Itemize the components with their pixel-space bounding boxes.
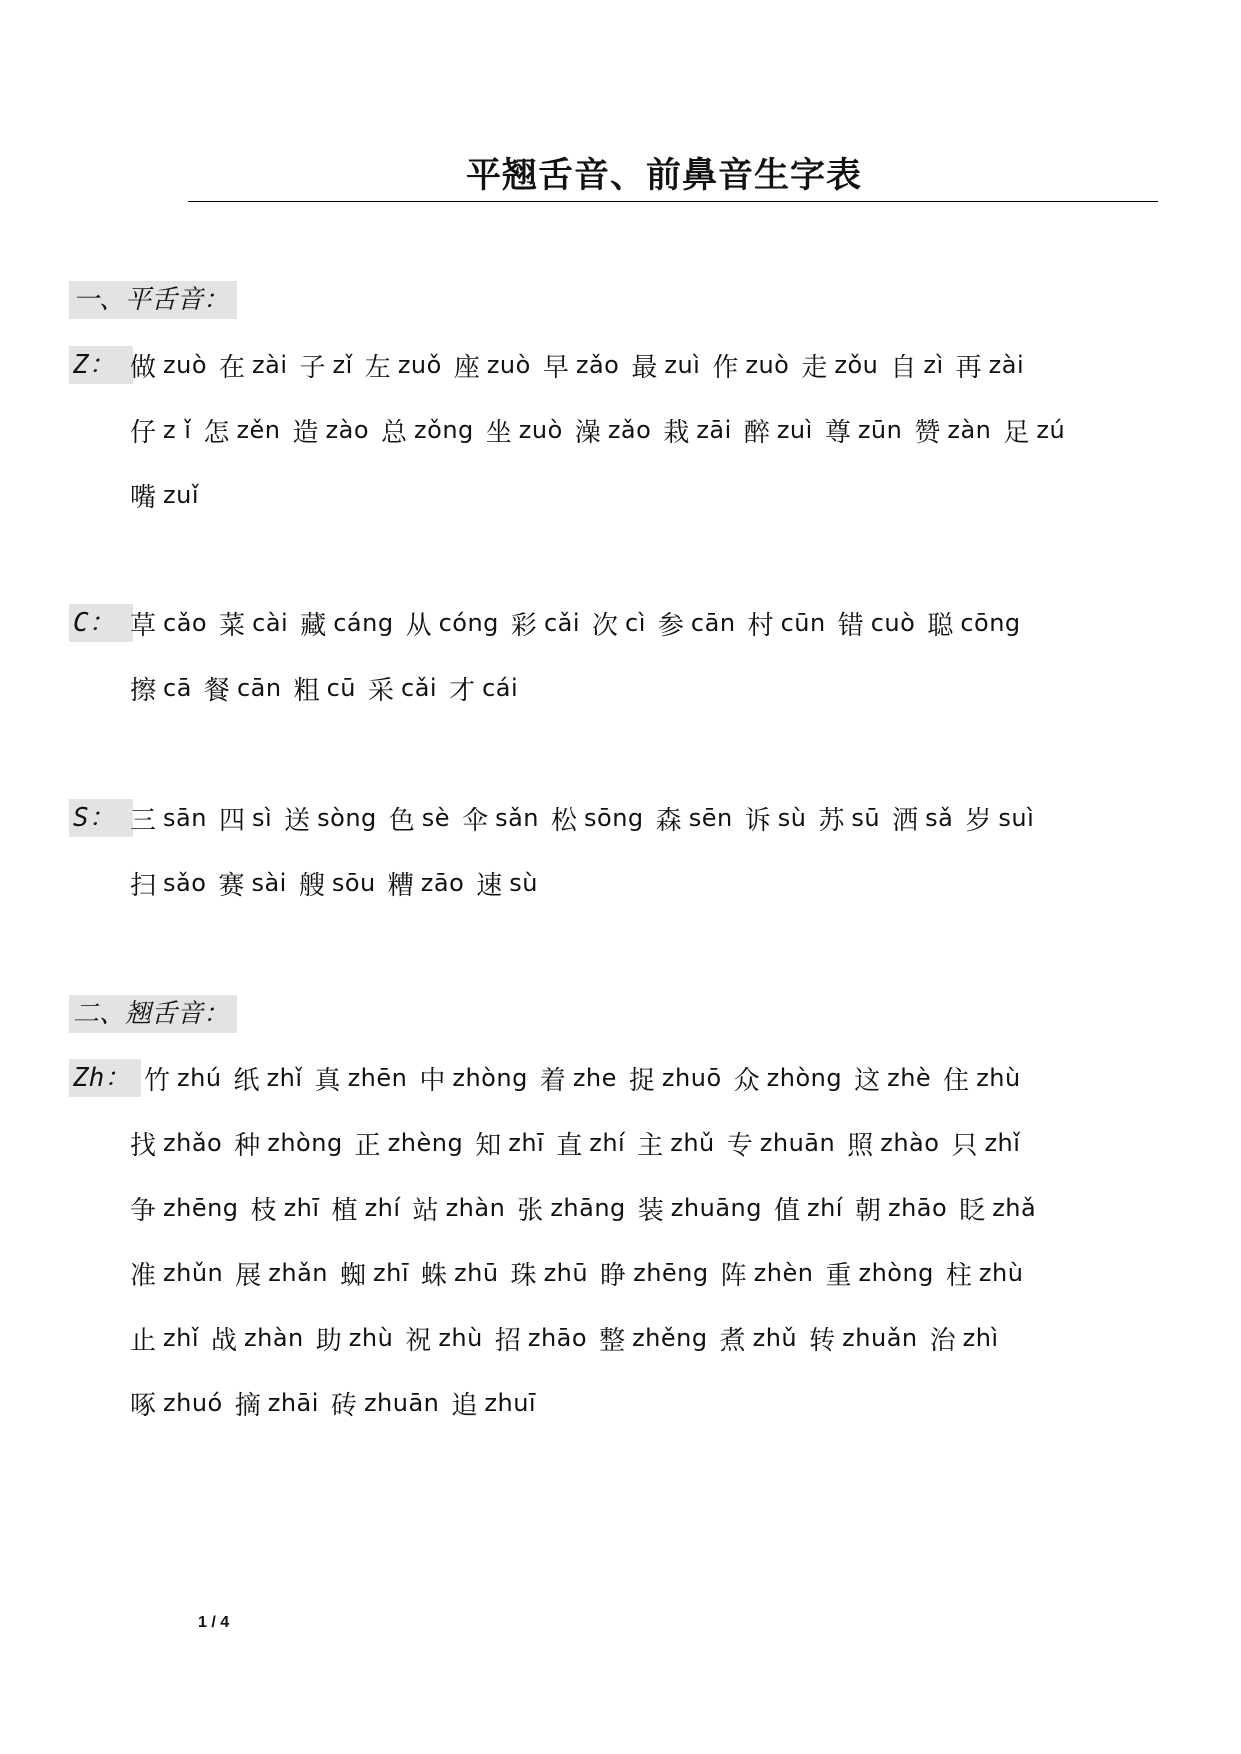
hanzi-char: 聪 xyxy=(927,610,954,641)
pinyin: zhí xyxy=(364,1194,401,1222)
pinyin: zhuī xyxy=(484,1389,537,1417)
hanzi-char: 森 xyxy=(655,805,682,836)
section-heading-retroflex: 二、翘舌音： xyxy=(69,995,237,1033)
pinyin: zhǎ xyxy=(992,1194,1037,1222)
pinyin: zhǔ xyxy=(752,1324,798,1352)
group-label-z: Z： xyxy=(69,346,133,384)
hanzi-char: 艘 xyxy=(298,870,325,901)
hanzi-char: 照 xyxy=(847,1130,874,1161)
pinyin: sì xyxy=(251,804,273,832)
char-line xyxy=(130,1123,1032,1163)
hanzi-char: 专 xyxy=(726,1130,753,1161)
char-line xyxy=(130,345,1036,385)
pinyin: zhǐ xyxy=(163,1324,199,1352)
pinyin: sōu xyxy=(331,869,376,897)
pinyin: zhù xyxy=(978,1259,1024,1287)
char-line xyxy=(144,1058,1033,1098)
hanzi-char: 草 xyxy=(130,610,157,641)
pinyin: sè xyxy=(421,804,451,832)
pinyin: cǎo xyxy=(163,609,208,637)
hanzi-char: 竹 xyxy=(144,1065,171,1096)
pinyin: cān xyxy=(690,609,736,637)
pinyin: sū xyxy=(851,804,881,832)
pinyin: cōng xyxy=(960,609,1021,637)
hanzi-char: 嘴 xyxy=(130,482,157,513)
pinyin: zǒng xyxy=(414,416,474,444)
hanzi-char: 从 xyxy=(405,610,432,641)
hanzi-char: 岁 xyxy=(965,805,992,836)
hanzi-char: 走 xyxy=(801,352,828,383)
hanzi-char: 松 xyxy=(551,805,578,836)
hanzi-char: 造 xyxy=(292,417,319,448)
pinyin: z ǐ xyxy=(163,416,192,444)
pinyin: zuǒ xyxy=(397,351,442,379)
hanzi-char: 赞 xyxy=(914,417,941,448)
hanzi-char: 战 xyxy=(211,1325,238,1356)
hanzi-char: 糟 xyxy=(387,870,414,901)
page-title: 平翘舌音、前鼻音生字表 xyxy=(466,155,863,196)
hanzi-char: 砖 xyxy=(330,1390,357,1421)
hanzi-char: 座 xyxy=(453,352,480,383)
hanzi-char: 摘 xyxy=(234,1390,261,1421)
pinyin: zhēn xyxy=(347,1064,408,1092)
hanzi-char: 村 xyxy=(747,610,774,641)
pinyin: sǎo xyxy=(163,869,207,897)
page-number: 1 / 4 xyxy=(198,1614,230,1631)
hanzi-char: 煮 xyxy=(719,1325,746,1356)
pinyin: zhēng xyxy=(163,1194,239,1222)
pinyin: zhāo xyxy=(887,1194,948,1222)
pinyin: zhī xyxy=(508,1129,545,1157)
pinyin: zhòng xyxy=(267,1129,343,1157)
hanzi-char: 怎 xyxy=(203,417,230,448)
char-line xyxy=(130,668,530,708)
hanzi-char: 足 xyxy=(1003,417,1030,448)
title-underline xyxy=(188,201,1158,202)
pinyin: zǎo xyxy=(575,351,620,379)
pinyin: zhǔ xyxy=(670,1129,715,1157)
pinyin: zhuǎn xyxy=(842,1324,918,1352)
hanzi-char: 再 xyxy=(955,352,982,383)
pinyin: zhǐ xyxy=(984,1129,1021,1157)
pinyin: zhuō xyxy=(661,1064,722,1092)
pinyin: zhè xyxy=(887,1064,932,1092)
hanzi-char: 纸 xyxy=(233,1065,260,1096)
section-heading-flat-tongue: 一、平舌音： xyxy=(69,281,237,319)
hanzi-char: 祝 xyxy=(405,1325,432,1356)
pinyin: zhòng xyxy=(858,1259,934,1287)
pinyin: zhù xyxy=(976,1064,1021,1092)
hanzi-char: 招 xyxy=(494,1325,521,1356)
hanzi-char: 餐 xyxy=(203,675,230,706)
hanzi-char: 送 xyxy=(284,805,311,836)
char-line xyxy=(130,863,550,903)
pinyin: zài xyxy=(988,351,1025,379)
hanzi-char: 参 xyxy=(657,610,684,641)
pinyin: zǐ xyxy=(332,351,353,379)
pinyin: zhàn xyxy=(244,1324,304,1352)
hanzi-char: 张 xyxy=(517,1195,544,1226)
pinyin: sēn xyxy=(688,804,733,832)
hanzi-char: 正 xyxy=(354,1130,381,1161)
hanzi-char: 找 xyxy=(130,1130,157,1161)
hanzi-char: 才 xyxy=(449,675,476,706)
hanzi-char: 栽 xyxy=(663,417,690,448)
pinyin: cā xyxy=(163,674,192,702)
hanzi-char: 做 xyxy=(130,352,157,383)
hanzi-char: 助 xyxy=(315,1325,342,1356)
hanzi-char: 粗 xyxy=(293,675,320,706)
hanzi-char: 作 xyxy=(712,352,739,383)
hanzi-char: 整 xyxy=(599,1325,626,1356)
hanzi-char: 色 xyxy=(388,805,415,836)
pinyin: zhěng xyxy=(632,1324,708,1352)
pinyin: zhī xyxy=(283,1194,320,1222)
hanzi-char: 止 xyxy=(130,1325,157,1356)
pinyin: zuò xyxy=(745,351,790,379)
hanzi-char: 植 xyxy=(331,1195,358,1226)
pinyin: zūn xyxy=(857,416,903,444)
pinyin: zuǐ xyxy=(163,481,199,509)
hanzi-char: 站 xyxy=(412,1195,439,1226)
hanzi-char: 柱 xyxy=(945,1260,972,1291)
pinyin: zhù xyxy=(438,1324,483,1352)
char-line xyxy=(130,1383,548,1423)
pinyin: sǎ xyxy=(925,804,954,832)
hanzi-char: 阵 xyxy=(720,1260,747,1291)
pinyin: zhǎo xyxy=(163,1129,223,1157)
hanzi-char: 真 xyxy=(314,1065,341,1096)
pinyin: zì xyxy=(923,351,944,379)
pinyin: zhì xyxy=(962,1324,999,1352)
hanzi-char: 速 xyxy=(476,870,503,901)
hanzi-char: 仔 xyxy=(130,417,157,448)
hanzi-char: 知 xyxy=(475,1130,502,1161)
pinyin: zhū xyxy=(543,1259,589,1287)
hanzi-char: 三 xyxy=(130,805,157,836)
hanzi-char: 重 xyxy=(825,1260,852,1291)
hanzi-char: 治 xyxy=(929,1325,956,1356)
pinyin: zěn xyxy=(236,416,281,444)
pinyin: cǎi xyxy=(401,674,438,702)
hanzi-char: 诉 xyxy=(744,805,771,836)
pinyin: zhàn xyxy=(445,1194,506,1222)
hanzi-char: 朝 xyxy=(854,1195,881,1226)
pinyin: zhào xyxy=(880,1129,940,1157)
hanzi-char: 值 xyxy=(773,1195,800,1226)
pinyin: cān xyxy=(236,674,282,702)
pinyin: cài xyxy=(252,609,289,637)
hanzi-char: 中 xyxy=(419,1065,446,1096)
pinyin: zuò xyxy=(518,416,563,444)
pinyin: zuì xyxy=(664,351,701,379)
pinyin: cǎi xyxy=(543,609,581,637)
hanzi-char: 着 xyxy=(539,1065,566,1096)
hanzi-char: 尊 xyxy=(824,417,851,448)
pinyin: zǎo xyxy=(607,416,652,444)
pinyin: zhuó xyxy=(163,1389,223,1417)
pinyin: sǎn xyxy=(495,804,540,832)
hanzi-char: 这 xyxy=(854,1065,881,1096)
pinyin: zhuān xyxy=(759,1129,836,1157)
hanzi-char: 眨 xyxy=(959,1195,986,1226)
pinyin: zhuāng xyxy=(670,1194,762,1222)
hanzi-char: 捉 xyxy=(628,1065,655,1096)
pinyin: zāi xyxy=(696,416,732,444)
pinyin: zhǐ xyxy=(266,1064,303,1092)
hanzi-char: 总 xyxy=(381,417,408,448)
pinyin: zāo xyxy=(420,869,465,897)
group-label-zh: Zh： xyxy=(69,1059,141,1097)
hanzi-char: 坐 xyxy=(485,417,512,448)
pinyin: sù xyxy=(777,804,807,832)
hanzi-char: 珠 xyxy=(510,1260,537,1291)
pinyin: cūn xyxy=(780,609,826,637)
char-line xyxy=(130,1253,1035,1293)
hanzi-char: 洒 xyxy=(892,805,919,836)
pinyin: cì xyxy=(625,609,646,637)
hanzi-char: 藏 xyxy=(300,610,327,641)
pinyin: zhāng xyxy=(550,1194,626,1222)
hanzi-char: 自 xyxy=(890,352,917,383)
hanzi-char: 早 xyxy=(542,352,569,383)
pinyin: zhuān xyxy=(363,1389,440,1417)
hanzi-char: 扫 xyxy=(130,870,157,901)
pinyin: zhù xyxy=(348,1324,394,1352)
group-label-s: S： xyxy=(69,799,133,837)
hanzi-char: 苏 xyxy=(818,805,845,836)
char-line xyxy=(130,1318,1011,1358)
pinyin: zú xyxy=(1036,416,1066,444)
pinyin: zǒu xyxy=(834,351,879,379)
char-line xyxy=(130,410,1077,450)
char-line xyxy=(130,603,1033,643)
hanzi-char: 子 xyxy=(299,352,326,383)
hanzi-char: 最 xyxy=(631,352,658,383)
pinyin: zhǎn xyxy=(268,1259,328,1287)
hanzi-char: 众 xyxy=(733,1065,760,1096)
hanzi-char: 蜘 xyxy=(340,1260,367,1291)
pinyin: zhū xyxy=(454,1259,499,1287)
hanzi-char: 住 xyxy=(943,1065,970,1096)
pinyin: sòng xyxy=(317,804,377,832)
hanzi-char: 准 xyxy=(130,1260,157,1291)
hanzi-char: 睁 xyxy=(600,1260,627,1291)
hanzi-char: 赛 xyxy=(218,870,245,901)
hanzi-char: 争 xyxy=(130,1195,157,1226)
pinyin: zhāi xyxy=(267,1389,319,1417)
hanzi-char: 展 xyxy=(235,1260,262,1291)
hanzi-char: 四 xyxy=(218,805,245,836)
pinyin: zhú xyxy=(177,1064,222,1092)
hanzi-char: 主 xyxy=(637,1130,664,1161)
pinyin: sài xyxy=(251,869,287,897)
char-line xyxy=(130,798,1046,838)
pinyin: zuò xyxy=(486,351,531,379)
pinyin: sān xyxy=(163,804,207,832)
pinyin: zhòng xyxy=(452,1064,528,1092)
hanzi-char: 左 xyxy=(364,352,391,383)
pinyin: zhí xyxy=(806,1194,843,1222)
hanzi-char: 枝 xyxy=(250,1195,277,1226)
hanzi-char: 伞 xyxy=(462,805,489,836)
hanzi-char: 澡 xyxy=(574,417,601,448)
pinyin: zuì xyxy=(776,416,813,444)
char-line xyxy=(130,1188,1048,1228)
hanzi-char: 追 xyxy=(451,1390,478,1421)
pinyin: cuò xyxy=(870,609,916,637)
pinyin: zhe xyxy=(572,1064,617,1092)
char-line xyxy=(130,475,211,515)
pinyin: zhèn xyxy=(753,1259,814,1287)
pinyin: suì xyxy=(998,804,1035,832)
pinyin: zhī xyxy=(373,1259,409,1287)
pinyin: zhǔn xyxy=(163,1259,224,1287)
hanzi-char: 擦 xyxy=(130,675,157,706)
pinyin: cáng xyxy=(333,609,394,637)
group-label-c: C： xyxy=(69,604,133,642)
pinyin: cū xyxy=(326,674,356,702)
hanzi-char: 采 xyxy=(367,675,394,706)
hanzi-char: 次 xyxy=(592,610,619,641)
pinyin: zhèng xyxy=(387,1129,464,1157)
pinyin: zhāo xyxy=(527,1324,588,1352)
hanzi-char: 在 xyxy=(219,352,246,383)
pinyin: zhí xyxy=(589,1129,626,1157)
hanzi-char: 醉 xyxy=(743,417,770,448)
hanzi-char: 种 xyxy=(234,1130,261,1161)
pinyin: zàn xyxy=(947,416,992,444)
hanzi-char: 彩 xyxy=(510,610,537,641)
pinyin: sōng xyxy=(584,804,644,832)
hanzi-char: 装 xyxy=(637,1195,664,1226)
pinyin: zhēng xyxy=(633,1259,709,1287)
pinyin: zào xyxy=(325,416,370,444)
hanzi-char: 只 xyxy=(951,1130,978,1161)
pinyin: cóng xyxy=(438,609,499,637)
hanzi-char: 直 xyxy=(556,1130,583,1161)
hanzi-char: 蛛 xyxy=(421,1260,448,1291)
pinyin: cái xyxy=(482,674,519,702)
hanzi-char: 菜 xyxy=(219,610,246,641)
pinyin: sù xyxy=(509,869,538,897)
hanzi-char: 错 xyxy=(837,610,864,641)
hanzi-char: 转 xyxy=(809,1325,836,1356)
pinyin: zhòng xyxy=(766,1064,843,1092)
hanzi-char: 啄 xyxy=(130,1390,157,1421)
pinyin: zuò xyxy=(163,351,208,379)
pinyin: zài xyxy=(252,351,288,379)
